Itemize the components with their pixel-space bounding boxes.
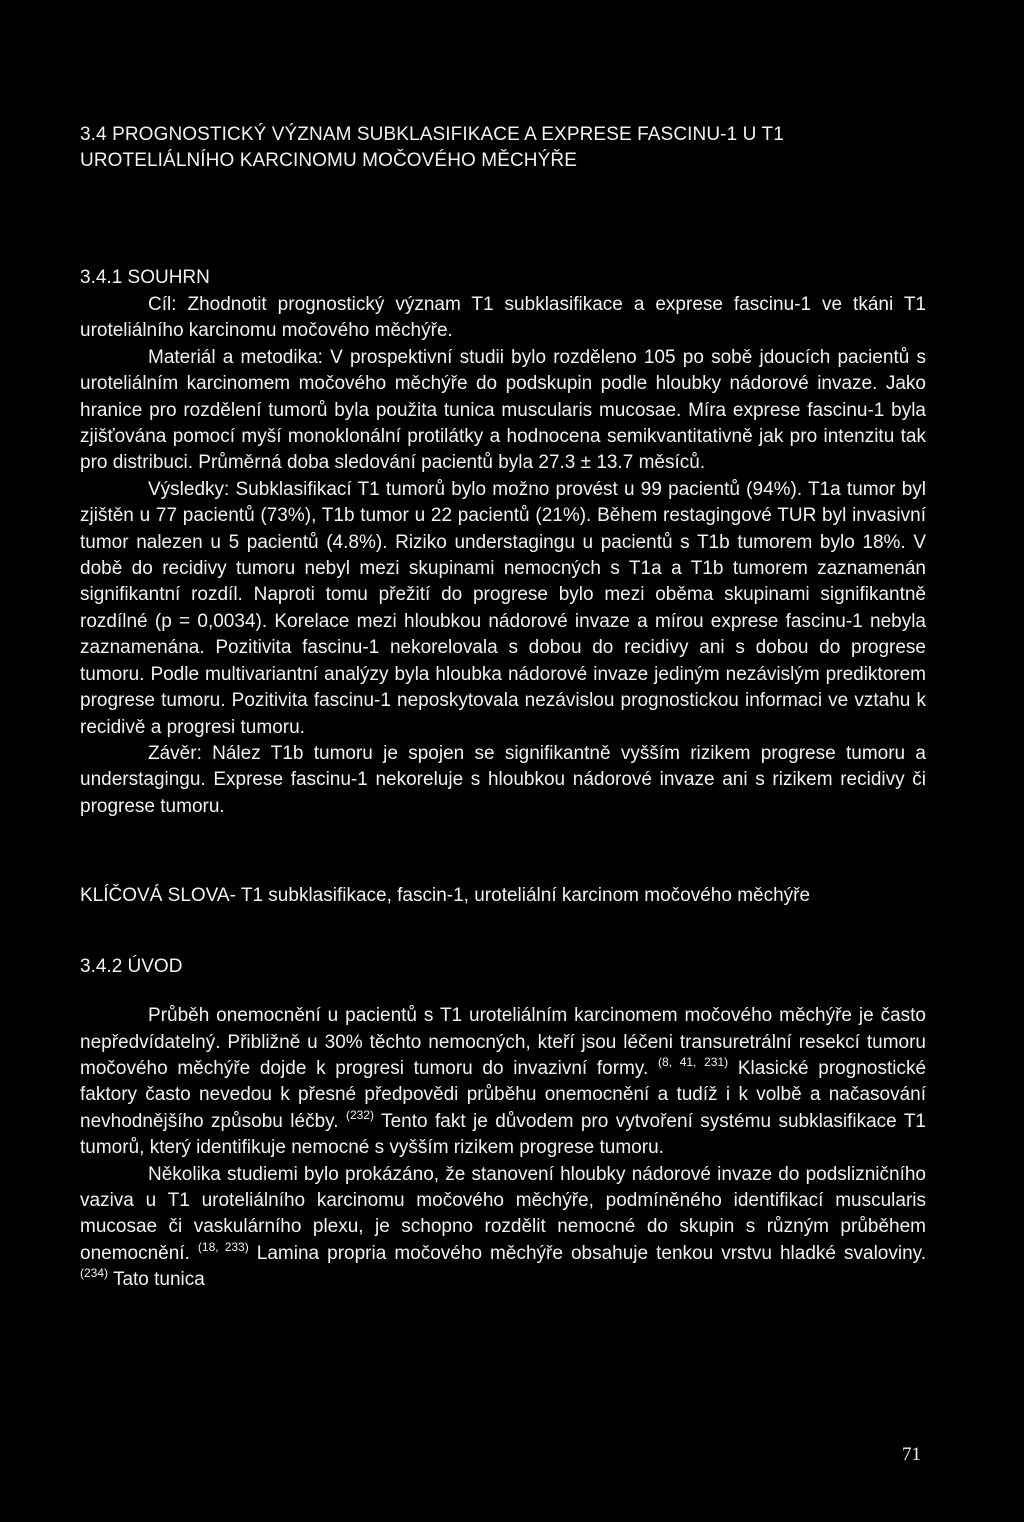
introduction-paragraph-1 <box>80 1003 926 1161</box>
intro-p1-text-b: Klasické prognostické faktory často nevedou k přesné předpovědi průběhu onemocnění a tudíž i k volbě a načasování nevhodnějšího způsobu léčby. <box>80 1057 927 1132</box>
summary-body <box>80 292 926 820</box>
section-title <box>80 122 926 174</box>
summary-aim: Cíl: Zhodnotit prognostický význam T1 subklasifikace a exprese fascinu-1 ve tkáni T1 uroteliálního karcinomu močového měchýře. <box>80 294 926 342</box>
section-title-line1: 3.4 PROGNOSTICKÝ VÝZNAM SUBKLASIFIKACE A EXPRESE FASCINU-1 U T1 <box>80 124 784 145</box>
introduction-paragraph-2 <box>80 1162 926 1294</box>
intro-p1-text-c: Tento fakt je důvodem pro vytvoření systému subklasifikace T1 tumorů, který identifikuje nemocné s vyšším rizikem progrese tumoru. <box>80 1110 926 1159</box>
intro-p2-text-c: Tato tunica <box>108 1269 205 1291</box>
citation-ref: (8, 41, 231) <box>657 1054 729 1069</box>
intro-p2-text-a: Několika studiemi bylo prokázáno, že stanovení hloubky nádorové invaze do podslizničního vaziva u T1 uroteliálního karcinomu močového měchýře, podmíněného identifikací muscularis mucosae či vaskulárního plexu, je schopno rozdělit nemocné do skupin s různým průběhem onemocnění. <box>80 1163 926 1264</box>
summary-methods: Materiál a metodika: V prospektivní studii bylo rozděleno 105 po sobě jdoucích pacientů s uroteliálním karcinomem močového měchýře do podskupin podle hloubky nádorové invaze. Jako hranice pro rozdělení tumorů byla použita tunica muscularis mucosae. Míra exprese fascinu-1 byla zjišťována pomocí myší monoklonální protilátky a hodnocena semikvantitativně jak pro intenzitu tak pro distribuci. Průměrná doba sledování pacientů byla 27.3 ± 13.7 měsíců. <box>80 346 926 474</box>
citation-ref: (234) <box>80 1266 109 1281</box>
keywords: KLÍČOVÁ SLOVA- T1 subklasifikace, fascin-1, uroteliální karcinom močového měchýře <box>80 885 811 907</box>
intro-p2-text-b: Lamina propria močového měchýře obsahuje tenkou vrstvu hladké svaloviny. <box>248 1242 927 1264</box>
page-content <box>80 122 926 1294</box>
citation-ref: (232) <box>345 1107 374 1122</box>
summary-conclusion: Závěr: Nález T1b tumoru je spojen se signifikantně vyšším rizikem progrese tumoru a understagingu. Exprese fascinu-1 nekoreluje s hloubkou nádorové invaze ani s rizikem recidivy či progrese tumoru. <box>80 742 926 817</box>
introduction-heading: 3.4.2 ÚVOD <box>80 956 183 978</box>
citation-ref: (18, 233) <box>197 1239 249 1254</box>
intro-p1-text-a: Průběh onemocnění u pacientů s T1 uroteliálním karcinomem močového měchýře je často nepředvídatelný. Přibližně u 30% těchto nemocných, kteří jsou léčeni transuretrální resekcí tumoru močového měchýře dojde k progresi tumoru do invazivní formy. <box>80 1005 926 1079</box>
section-title-line2: UROTELIÁLNÍHO KARCINOMU MOČOVÉHO MĚCHÝŘE <box>80 150 577 171</box>
summary-results: Výsledky: Subklasifikací T1 tumorů bylo možno provést u 99 pacientů (94%). T1a tumor byl zjištěn u 77 pacientů (73%), T1b tumor u 22 pacientů (21%). Během restagingové TUR byl invasivní tumor nalezen u 5 pacientů (4.8%). Riziko understagingu u pacientů s T1b tumorem bylo 18%. V době do recidivy tumoru nebyl mezi skupinami nemocných s T1a a T1b tumorem zaznamenán signifikantní rozdíl. Naproti tomu přežití do progrese bylo mezi oběma skupinami signifikantně rozdílné (p = 0,0034). Korelace mezi hloubkou nádorové invaze a mírou exprese fascinu-1 nebyla zaznamenána. Pozitivita fascinu-1 nekorelovala s dobou do recidivy ani s dobou do progrese tumoru. Podle multivariantní analýzy byla hloubka nádorové invaze jediným nezávislým prediktorem progrese tumoru. Pozitivita fascinu-1 neposkytovala nezávislou prognostickou informaci ve vztahu k recidivě a progresi tumoru. <box>80 478 926 738</box>
page-number: 71 <box>902 1444 921 1465</box>
summary-heading: 3.4.1 SOUHRN <box>80 267 210 288</box>
introduction-body <box>80 1003 926 1293</box>
